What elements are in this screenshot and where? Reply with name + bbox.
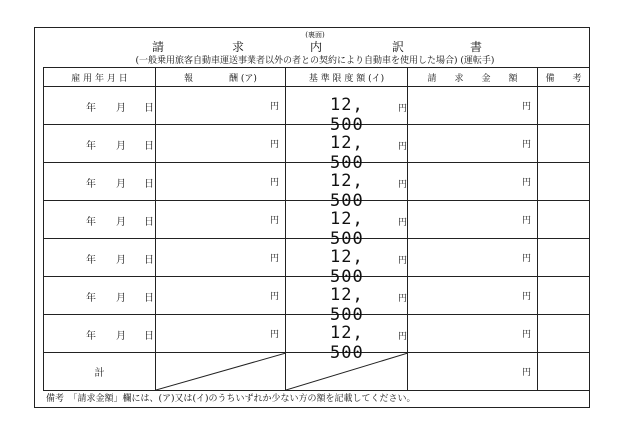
- form-subtitle: (一般乗用旅客自動車運送事業者以外の者との契約により自動車を使用した場合) (運転手): [135, 56, 495, 66]
- year-unit: 年: [86, 293, 96, 304]
- limit-amount-value: 12, 500: [330, 323, 364, 363]
- total-remarks[interactable]: [538, 353, 590, 391]
- form-title: [0, 38, 630, 52]
- claim-amount-cell[interactable]: 円: [408, 163, 538, 201]
- limit-amount-cell: [286, 277, 408, 325]
- title-char: 書: [470, 40, 483, 54]
- limit-amount-cell: [286, 87, 408, 135]
- claim-amount-cell[interactable]: 円: [408, 277, 538, 315]
- title-char: 訳: [392, 40, 405, 54]
- remarks-cell[interactable]: [538, 163, 590, 201]
- limit-amount-value: 12, 500: [330, 285, 364, 325]
- employment-date-cell[interactable]: [44, 87, 156, 125]
- employment-date-cell[interactable]: [44, 125, 156, 163]
- limit-amount-cell: [286, 201, 408, 249]
- remuneration-cell[interactable]: 円: [156, 239, 286, 277]
- employment-date-cell[interactable]: [44, 163, 156, 201]
- claim-amount-cell[interactable]: 円: [408, 239, 538, 277]
- diagonal-line: [286, 353, 408, 390]
- day-unit: 日: [144, 217, 154, 228]
- title-char: 請: [152, 40, 165, 54]
- remarks-cell[interactable]: [538, 277, 590, 315]
- table-row: [44, 239, 590, 277]
- limit-amount-cell: [286, 315, 408, 363]
- day-unit: 日: [144, 103, 154, 114]
- table-row: [44, 315, 590, 353]
- year-unit: 年: [86, 331, 96, 342]
- total-limit-crossed: [286, 353, 408, 391]
- remarks-cell[interactable]: [538, 87, 590, 125]
- title-char: 内: [310, 40, 323, 54]
- year-unit: 年: [86, 217, 96, 228]
- year-unit: 年: [86, 179, 96, 190]
- month-unit: 月: [116, 255, 126, 266]
- remarks-cell[interactable]: [538, 125, 590, 163]
- claim-amount-cell[interactable]: 円: [408, 125, 538, 163]
- yen-unit: 円: [398, 218, 408, 228]
- limit-amount-cell: [286, 163, 408, 211]
- total-row: [44, 353, 590, 391]
- table-row: [44, 87, 590, 125]
- remarks-cell[interactable]: [538, 239, 590, 277]
- col-remuneration: 報 酬 (ア): [156, 68, 286, 87]
- remuneration-cell[interactable]: 円: [156, 163, 286, 201]
- remuneration-cell[interactable]: 円: [156, 125, 286, 163]
- limit-amount-value: 12, 500: [330, 171, 364, 211]
- remuneration-cell[interactable]: 円: [156, 315, 286, 353]
- yen-unit: 円: [398, 256, 408, 266]
- table-row: [44, 201, 590, 239]
- footer-note: 備考 「請求金額」欄には、(ア)又は(イ)のうちいずれか少ない方の額を記載してください。: [46, 394, 416, 404]
- diagonal-line: [156, 353, 286, 390]
- limit-amount-value: 12, 500: [330, 95, 364, 135]
- yen-unit: 円: [398, 142, 408, 152]
- employment-date-cell[interactable]: [44, 239, 156, 277]
- employment-date-cell[interactable]: [44, 201, 156, 239]
- month-unit: 月: [116, 217, 126, 228]
- day-unit: 日: [144, 255, 154, 266]
- day-unit: 日: [144, 331, 154, 342]
- employment-date-cell[interactable]: [44, 315, 156, 353]
- limit-amount-value: 12, 500: [330, 133, 364, 173]
- col-employment-date: 雇 用 年 月 日: [44, 68, 156, 87]
- day-unit: 日: [144, 293, 154, 304]
- year-unit: 年: [86, 103, 96, 114]
- back-side-label: (裏面): [305, 31, 325, 39]
- total-label: 計: [44, 353, 156, 391]
- header-row: [44, 68, 590, 87]
- day-unit: 日: [144, 179, 154, 190]
- claim-table: [43, 67, 590, 391]
- remarks-cell[interactable]: [538, 315, 590, 353]
- yen-unit: 円: [398, 180, 408, 190]
- limit-amount-value: 12, 500: [330, 247, 364, 287]
- total-remuneration-crossed: [156, 353, 286, 391]
- col-claim-amount: 請 求 金 額: [408, 68, 538, 87]
- remuneration-cell[interactable]: 円: [156, 277, 286, 315]
- limit-amount-cell: [286, 125, 408, 173]
- year-unit: 年: [86, 255, 96, 266]
- year-unit: 年: [86, 141, 96, 152]
- yen-unit: 円: [398, 294, 408, 304]
- yen-unit: 円: [398, 332, 408, 342]
- month-unit: 月: [116, 141, 126, 152]
- title-char: 求: [232, 40, 245, 54]
- claim-amount-cell[interactable]: 円: [408, 87, 538, 125]
- month-unit: 月: [116, 293, 126, 304]
- employment-date-cell[interactable]: [44, 277, 156, 315]
- col-remarks: 備 考: [538, 68, 590, 87]
- claim-amount-cell[interactable]: 円: [408, 315, 538, 353]
- limit-amount-cell: [286, 239, 408, 287]
- col-limit-amount: 基 準 限 度 額 (イ): [286, 68, 408, 87]
- yen-unit: 円: [398, 104, 408, 114]
- day-unit: 日: [144, 141, 154, 152]
- month-unit: 月: [116, 103, 126, 114]
- remuneration-cell[interactable]: 円: [156, 87, 286, 125]
- claim-amount-cell[interactable]: 円: [408, 201, 538, 239]
- table-row: [44, 277, 590, 315]
- remuneration-cell[interactable]: 円: [156, 201, 286, 239]
- limit-amount-value: 12, 500: [330, 209, 364, 249]
- month-unit: 月: [116, 179, 126, 190]
- table-row: [44, 163, 590, 201]
- table-row: [44, 125, 590, 163]
- total-claim-amount[interactable]: 円: [408, 353, 538, 391]
- month-unit: 月: [116, 331, 126, 342]
- remarks-cell[interactable]: [538, 201, 590, 239]
